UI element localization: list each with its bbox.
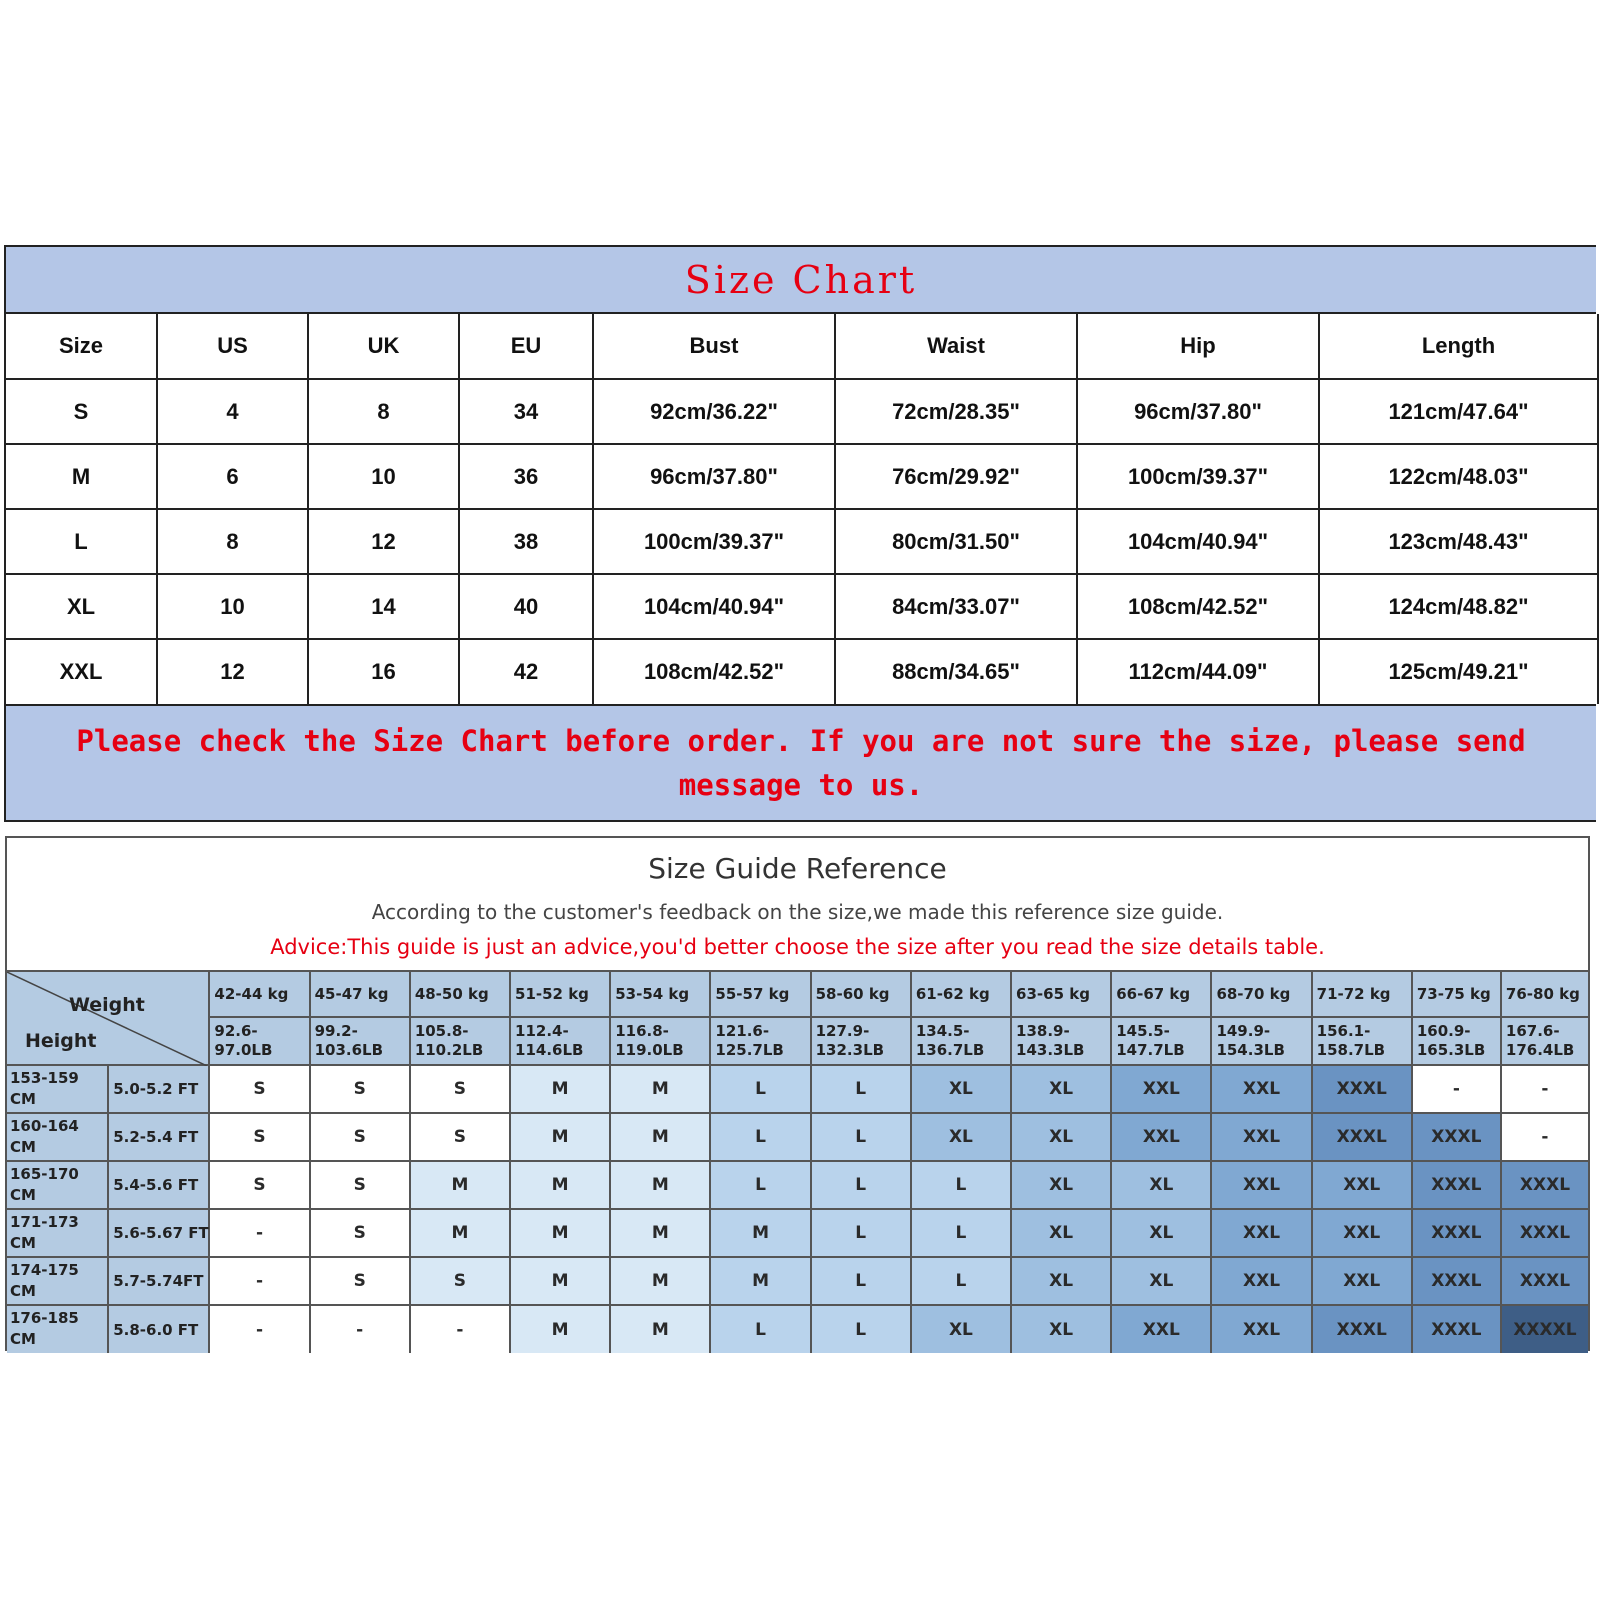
size-chart-cell: 121cm/47.64" bbox=[1319, 379, 1598, 444]
size-guide-table bbox=[7, 970, 1588, 1353]
size-chart-cell: 72cm/28.35" bbox=[835, 379, 1077, 444]
size-guide-cell: L bbox=[710, 1065, 810, 1113]
size-guide-cell: S bbox=[310, 1065, 410, 1113]
size-chart-header-row bbox=[6, 314, 1598, 379]
size-guide-cell: S bbox=[310, 1161, 410, 1209]
height-cm-label bbox=[7, 1257, 108, 1305]
weight-lb-header bbox=[1412, 1017, 1501, 1065]
weight-lb-header bbox=[911, 1017, 1011, 1065]
size-chart-cell: 8 bbox=[308, 379, 459, 444]
size-chart-header-hip: Hip bbox=[1077, 314, 1319, 379]
weight-kg-header: 51-52 kg bbox=[510, 971, 610, 1017]
size-chart-table bbox=[6, 314, 1599, 704]
weight-height-corner bbox=[7, 971, 209, 1065]
height-ft-label: 5.2-5.4 FT bbox=[108, 1113, 209, 1161]
weight-lb-to: 132.3LB bbox=[815, 1041, 885, 1059]
size-guide-row bbox=[7, 1113, 1588, 1161]
weight-lb-header bbox=[310, 1017, 410, 1065]
size-guide-cell: XL bbox=[1011, 1257, 1111, 1305]
size-guide-cell: XXXL bbox=[1412, 1113, 1501, 1161]
weight-kg-header: 73-75 kg bbox=[1412, 971, 1501, 1017]
size-chart-cell: 96cm/37.80" bbox=[593, 444, 835, 509]
size-guide-cell: XL bbox=[1011, 1209, 1111, 1257]
size-chart-header-us: US bbox=[157, 314, 308, 379]
size-chart-header-eu: EU bbox=[459, 314, 593, 379]
size-chart-cell: 42 bbox=[459, 639, 593, 704]
size-guide-cell: XXL bbox=[1312, 1161, 1412, 1209]
size-chart-header-uk: UK bbox=[308, 314, 459, 379]
weight-lb-to: 114.6LB bbox=[515, 1041, 584, 1059]
size-chart-cell: M bbox=[6, 444, 157, 509]
height-cm-unit: CM bbox=[10, 1330, 36, 1348]
size-guide-cell: XXXL bbox=[1501, 1257, 1588, 1305]
weight-lb-to: 147.7LB bbox=[1116, 1041, 1185, 1059]
weight-kg-header: 63-65 kg bbox=[1011, 971, 1111, 1017]
size-chart-cell: 108cm/42.52" bbox=[593, 639, 835, 704]
size-guide-cell: XXL bbox=[1111, 1305, 1211, 1353]
size-chart-cell: 12 bbox=[308, 509, 459, 574]
size-chart-cell: 96cm/37.80" bbox=[1077, 379, 1319, 444]
size-guide-cell: L bbox=[911, 1161, 1011, 1209]
weight-kg-header: 61-62 kg bbox=[911, 971, 1011, 1017]
size-guide-cell: M bbox=[510, 1209, 610, 1257]
size-guide-row bbox=[7, 1065, 1588, 1113]
size-chart-cell: 4 bbox=[157, 379, 308, 444]
size-chart-cell: 8 bbox=[157, 509, 308, 574]
size-chart-cell: 76cm/29.92" bbox=[835, 444, 1077, 509]
height-ft-label: 5.8-6.0 FT bbox=[108, 1305, 209, 1353]
weight-kg-header: 71-72 kg bbox=[1312, 971, 1412, 1017]
weight-lb-from: 149.9- bbox=[1216, 1022, 1271, 1040]
height-cm-unit: CM bbox=[10, 1282, 36, 1300]
size-chart-cell: 112cm/44.09" bbox=[1077, 639, 1319, 704]
size-guide-cell: XXL bbox=[1111, 1065, 1211, 1113]
size-guide-cell: XXXXL bbox=[1501, 1305, 1588, 1353]
size-guide-cell: - bbox=[209, 1305, 309, 1353]
size-chart-cell: 108cm/42.52" bbox=[1077, 574, 1319, 639]
size-chart-cell: 80cm/31.50" bbox=[835, 509, 1077, 574]
weight-kg-row bbox=[7, 971, 1588, 1017]
size-guide-cell: M bbox=[610, 1257, 710, 1305]
size-chart-cell: 84cm/33.07" bbox=[835, 574, 1077, 639]
size-guide-row bbox=[7, 1209, 1588, 1257]
weight-lb-from: 127.9- bbox=[815, 1022, 870, 1040]
size-guide-cell: S bbox=[310, 1113, 410, 1161]
corner-height-label: Height bbox=[25, 1030, 97, 1052]
size-chart-cell: 38 bbox=[459, 509, 593, 574]
size-guide-cell: XL bbox=[911, 1305, 1011, 1353]
weight-lb-header bbox=[610, 1017, 710, 1065]
size-guide-cell: M bbox=[710, 1209, 810, 1257]
weight-lb-header bbox=[1011, 1017, 1111, 1065]
size-chart-cell: 100cm/39.37" bbox=[1077, 444, 1319, 509]
size-guide-cell: XL bbox=[1111, 1209, 1211, 1257]
size-guide-advice: Advice:This guide is just an advice,you'd better choose the size after you read the size details table. bbox=[270, 935, 1325, 959]
size-guide-cell: XXXL bbox=[1412, 1161, 1501, 1209]
height-cm-range: 171-173 bbox=[10, 1213, 79, 1231]
size-chart-cell: XXL bbox=[6, 639, 157, 704]
weight-lb-header bbox=[209, 1017, 309, 1065]
size-chart-cell: 92cm/36.22" bbox=[593, 379, 835, 444]
weight-lb-header bbox=[410, 1017, 510, 1065]
weight-lb-from: 105.8- bbox=[414, 1022, 469, 1040]
size-guide-cell: M bbox=[510, 1305, 610, 1353]
size-guide-cell: - bbox=[1412, 1065, 1501, 1113]
weight-lb-header bbox=[1211, 1017, 1311, 1065]
weight-kg-header: 48-50 kg bbox=[410, 971, 510, 1017]
size-guide-cell: L bbox=[811, 1065, 911, 1113]
height-cm-label bbox=[7, 1113, 108, 1161]
size-guide-cell: XXXL bbox=[1312, 1113, 1412, 1161]
size-chart-header-size: Size bbox=[6, 314, 157, 379]
weight-lb-from: 92.6- bbox=[214, 1022, 258, 1040]
size-chart-cell: 34 bbox=[459, 379, 593, 444]
size-guide-cell: XXXL bbox=[1312, 1065, 1412, 1113]
size-guide-cell: L bbox=[710, 1113, 810, 1161]
size-guide-cell: L bbox=[811, 1257, 911, 1305]
size-guide-cell: XXL bbox=[1211, 1065, 1311, 1113]
size-guide-cell: L bbox=[811, 1209, 911, 1257]
weight-kg-header: 76-80 kg bbox=[1501, 971, 1588, 1017]
size-guide-subtitle: According to the customer's feedback on the size,we made this reference size guide. bbox=[371, 900, 1224, 924]
size-chart-cell: L bbox=[6, 509, 157, 574]
size-guide bbox=[5, 836, 1590, 1351]
size-guide-cell: S bbox=[310, 1209, 410, 1257]
size-guide-cell: XXL bbox=[1211, 1305, 1311, 1353]
size-guide-cell: L bbox=[811, 1305, 911, 1353]
height-cm-label bbox=[7, 1065, 108, 1113]
height-cm-label bbox=[7, 1305, 108, 1353]
weight-lb-to: 136.7LB bbox=[915, 1041, 985, 1059]
size-chart-cell: 122cm/48.03" bbox=[1319, 444, 1598, 509]
weight-lb-to: 154.3LB bbox=[1216, 1041, 1285, 1059]
size-guide-cell: XXL bbox=[1211, 1161, 1311, 1209]
size-guide-cell: XXXL bbox=[1312, 1305, 1412, 1353]
size-guide-cell: XL bbox=[1111, 1161, 1211, 1209]
size-guide-cell: XXL bbox=[1211, 1113, 1311, 1161]
weight-lb-from: 116.8- bbox=[615, 1022, 669, 1040]
size-chart-cell: 100cm/39.37" bbox=[593, 509, 835, 574]
height-cm-range: 174-175 bbox=[10, 1261, 79, 1279]
size-guide-row bbox=[7, 1161, 1588, 1209]
size-guide-cell: M bbox=[510, 1257, 610, 1305]
size-chart-cell: 88cm/34.65" bbox=[835, 639, 1077, 704]
weight-lb-header bbox=[1111, 1017, 1211, 1065]
weight-lb-from: 121.6- bbox=[715, 1022, 770, 1040]
height-cm-range: 153-159 bbox=[10, 1069, 79, 1087]
size-guide-cell: L bbox=[911, 1209, 1011, 1257]
size-chart-row bbox=[6, 379, 1598, 444]
size-guide-cell: XXL bbox=[1312, 1257, 1412, 1305]
size-chart-cell: 14 bbox=[308, 574, 459, 639]
weight-lb-to: 97.0LB bbox=[214, 1041, 273, 1059]
size-guide-cell: XXXL bbox=[1501, 1161, 1588, 1209]
weight-kg-header: 66-67 kg bbox=[1111, 971, 1211, 1017]
size-chart-cell: 10 bbox=[308, 444, 459, 509]
weight-kg-header: 68-70 kg bbox=[1211, 971, 1311, 1017]
size-chart-note: Please check the Size Chart before order. If you are not sure the size, please send message to us. bbox=[6, 704, 1596, 820]
size-guide-row bbox=[7, 1305, 1588, 1353]
size-guide-cell: L bbox=[710, 1161, 810, 1209]
weight-lb-header bbox=[811, 1017, 911, 1065]
size-guide-cell: XL bbox=[1011, 1113, 1111, 1161]
size-chart-cell: 36 bbox=[459, 444, 593, 509]
weight-lb-to: 119.0LB bbox=[615, 1041, 684, 1059]
size-guide-cell: XL bbox=[1011, 1161, 1111, 1209]
size-guide-cell: XXXL bbox=[1412, 1305, 1501, 1353]
height-cm-unit: CM bbox=[10, 1234, 36, 1252]
size-guide-cell: M bbox=[610, 1305, 710, 1353]
size-guide-cell: S bbox=[410, 1257, 510, 1305]
weight-lb-header bbox=[710, 1017, 810, 1065]
height-cm-unit: CM bbox=[10, 1138, 36, 1156]
size-chart-cell: 12 bbox=[157, 639, 308, 704]
weight-kg-header: 45-47 kg bbox=[310, 971, 410, 1017]
size-chart-cell: 125cm/49.21" bbox=[1319, 639, 1598, 704]
height-ft-label: 5.0-5.2 FT bbox=[108, 1065, 209, 1113]
size-guide-cell: XXL bbox=[1111, 1113, 1211, 1161]
size-chart-cell: 6 bbox=[157, 444, 308, 509]
weight-lb-from: 167.6- bbox=[1505, 1022, 1560, 1040]
corner-weight-label: Weight bbox=[69, 994, 145, 1016]
weight-lb-from: 134.5- bbox=[915, 1022, 970, 1040]
size-chart-cell: 123cm/48.43" bbox=[1319, 509, 1598, 574]
size-chart-cell: 104cm/40.94" bbox=[593, 574, 835, 639]
height-cm-unit: CM bbox=[10, 1186, 36, 1204]
size-chart-header-bust: Bust bbox=[593, 314, 835, 379]
size-guide-cell: M bbox=[510, 1161, 610, 1209]
weight-lb-header bbox=[1501, 1017, 1588, 1065]
weight-lb-header bbox=[510, 1017, 610, 1065]
weight-kg-header: 42-44 kg bbox=[209, 971, 309, 1017]
weight-lb-from: 160.9- bbox=[1416, 1022, 1471, 1040]
size-guide-cell: L bbox=[811, 1113, 911, 1161]
size-guide-cell: L bbox=[911, 1257, 1011, 1305]
size-guide-cell: S bbox=[209, 1161, 309, 1209]
size-guide-cell: S bbox=[310, 1257, 410, 1305]
size-guide-cell: S bbox=[209, 1065, 309, 1113]
size-guide-cell: XXL bbox=[1211, 1257, 1311, 1305]
size-chart-cell: 104cm/40.94" bbox=[1077, 509, 1319, 574]
height-ft-label: 5.4-5.6 FT bbox=[108, 1161, 209, 1209]
size-guide-cell: XXXL bbox=[1412, 1209, 1501, 1257]
size-chart-row bbox=[6, 509, 1598, 574]
weight-lb-header bbox=[1312, 1017, 1412, 1065]
size-guide-cell: - bbox=[1501, 1113, 1588, 1161]
height-ft-label: 5.7-5.74FT bbox=[108, 1257, 209, 1305]
size-guide-title: Size Guide Reference bbox=[648, 852, 947, 885]
size-guide-cell: M bbox=[610, 1161, 710, 1209]
height-cm-label bbox=[7, 1209, 108, 1257]
weight-lb-from: 99.2- bbox=[314, 1022, 358, 1040]
size-guide-cell: M bbox=[410, 1161, 510, 1209]
size-chart-title: Size Chart bbox=[6, 247, 1596, 314]
size-guide-cell: XL bbox=[1011, 1305, 1111, 1353]
size-guide-cell: XL bbox=[911, 1113, 1011, 1161]
size-chart-row bbox=[6, 639, 1598, 704]
size-guide-cell: S bbox=[209, 1113, 309, 1161]
size-guide-cell: XXL bbox=[1211, 1209, 1311, 1257]
weight-lb-to: 143.3LB bbox=[1016, 1041, 1085, 1059]
weight-lb-to: 125.7LB bbox=[715, 1041, 784, 1059]
height-cm-range: 160-164 bbox=[10, 1117, 79, 1135]
weight-lb-to: 103.6LB bbox=[314, 1041, 384, 1059]
height-cm-range: 176-185 bbox=[10, 1309, 79, 1327]
height-cm-unit: CM bbox=[10, 1090, 36, 1108]
size-guide-cell: S bbox=[410, 1113, 510, 1161]
size-guide-cell: M bbox=[610, 1065, 710, 1113]
size-guide-cell: XL bbox=[1011, 1065, 1111, 1113]
size-guide-cell: XXXL bbox=[1501, 1209, 1588, 1257]
size-chart-row bbox=[6, 574, 1598, 639]
size-guide-cell: M bbox=[610, 1209, 710, 1257]
size-chart-cell: 124cm/48.82" bbox=[1319, 574, 1598, 639]
weight-lb-from: 156.1- bbox=[1316, 1022, 1371, 1040]
size-chart-cell: 10 bbox=[157, 574, 308, 639]
size-guide-cell: L bbox=[811, 1161, 911, 1209]
size-chart-cell: S bbox=[6, 379, 157, 444]
size-chart-cell: 40 bbox=[459, 574, 593, 639]
size-guide-cell: XXXL bbox=[1412, 1257, 1501, 1305]
size-guide-cell: - bbox=[209, 1257, 309, 1305]
size-guide-cell: S bbox=[410, 1065, 510, 1113]
weight-kg-header: 58-60 kg bbox=[811, 971, 911, 1017]
weight-lb-row bbox=[7, 1017, 1588, 1065]
size-guide-row bbox=[7, 1257, 1588, 1305]
weight-lb-to: 110.2LB bbox=[414, 1041, 484, 1059]
size-guide-cell: - bbox=[1501, 1065, 1588, 1113]
size-chart-cell: 16 bbox=[308, 639, 459, 704]
weight-lb-to: 165.3LB bbox=[1416, 1041, 1486, 1059]
size-chart-cell: XL bbox=[6, 574, 157, 639]
weight-lb-from: 138.9- bbox=[1016, 1022, 1070, 1040]
height-cm-range: 165-170 bbox=[10, 1165, 79, 1183]
size-guide-cell: M bbox=[710, 1257, 810, 1305]
weight-lb-to: 158.7LB bbox=[1316, 1041, 1386, 1059]
size-chart-row bbox=[6, 444, 1598, 509]
size-guide-cell: M bbox=[510, 1113, 610, 1161]
size-guide-cell: - bbox=[410, 1305, 510, 1353]
size-chart-header-length: Length bbox=[1319, 314, 1598, 379]
size-guide-cell: L bbox=[710, 1305, 810, 1353]
size-guide-cell: XXL bbox=[1312, 1209, 1412, 1257]
size-guide-cell: M bbox=[410, 1209, 510, 1257]
weight-lb-to: 176.4LB bbox=[1505, 1041, 1575, 1059]
weight-lb-from: 145.5- bbox=[1116, 1022, 1170, 1040]
size-guide-cell: - bbox=[209, 1209, 309, 1257]
size-guide-cell: M bbox=[610, 1113, 710, 1161]
size-chart-header-waist: Waist bbox=[835, 314, 1077, 379]
size-guide-cell: XL bbox=[911, 1065, 1011, 1113]
weight-kg-header: 55-57 kg bbox=[710, 971, 810, 1017]
size-guide-header bbox=[7, 838, 1588, 970]
size-guide-cell: XL bbox=[1111, 1257, 1211, 1305]
height-cm-label bbox=[7, 1161, 108, 1209]
weight-lb-from: 112.4- bbox=[515, 1022, 569, 1040]
height-ft-label: 5.6-5.67 FT bbox=[108, 1209, 209, 1257]
size-chart bbox=[4, 245, 1596, 822]
weight-kg-header: 53-54 kg bbox=[610, 971, 710, 1017]
size-guide-cell: - bbox=[310, 1305, 410, 1353]
size-guide-cell: M bbox=[510, 1065, 610, 1113]
